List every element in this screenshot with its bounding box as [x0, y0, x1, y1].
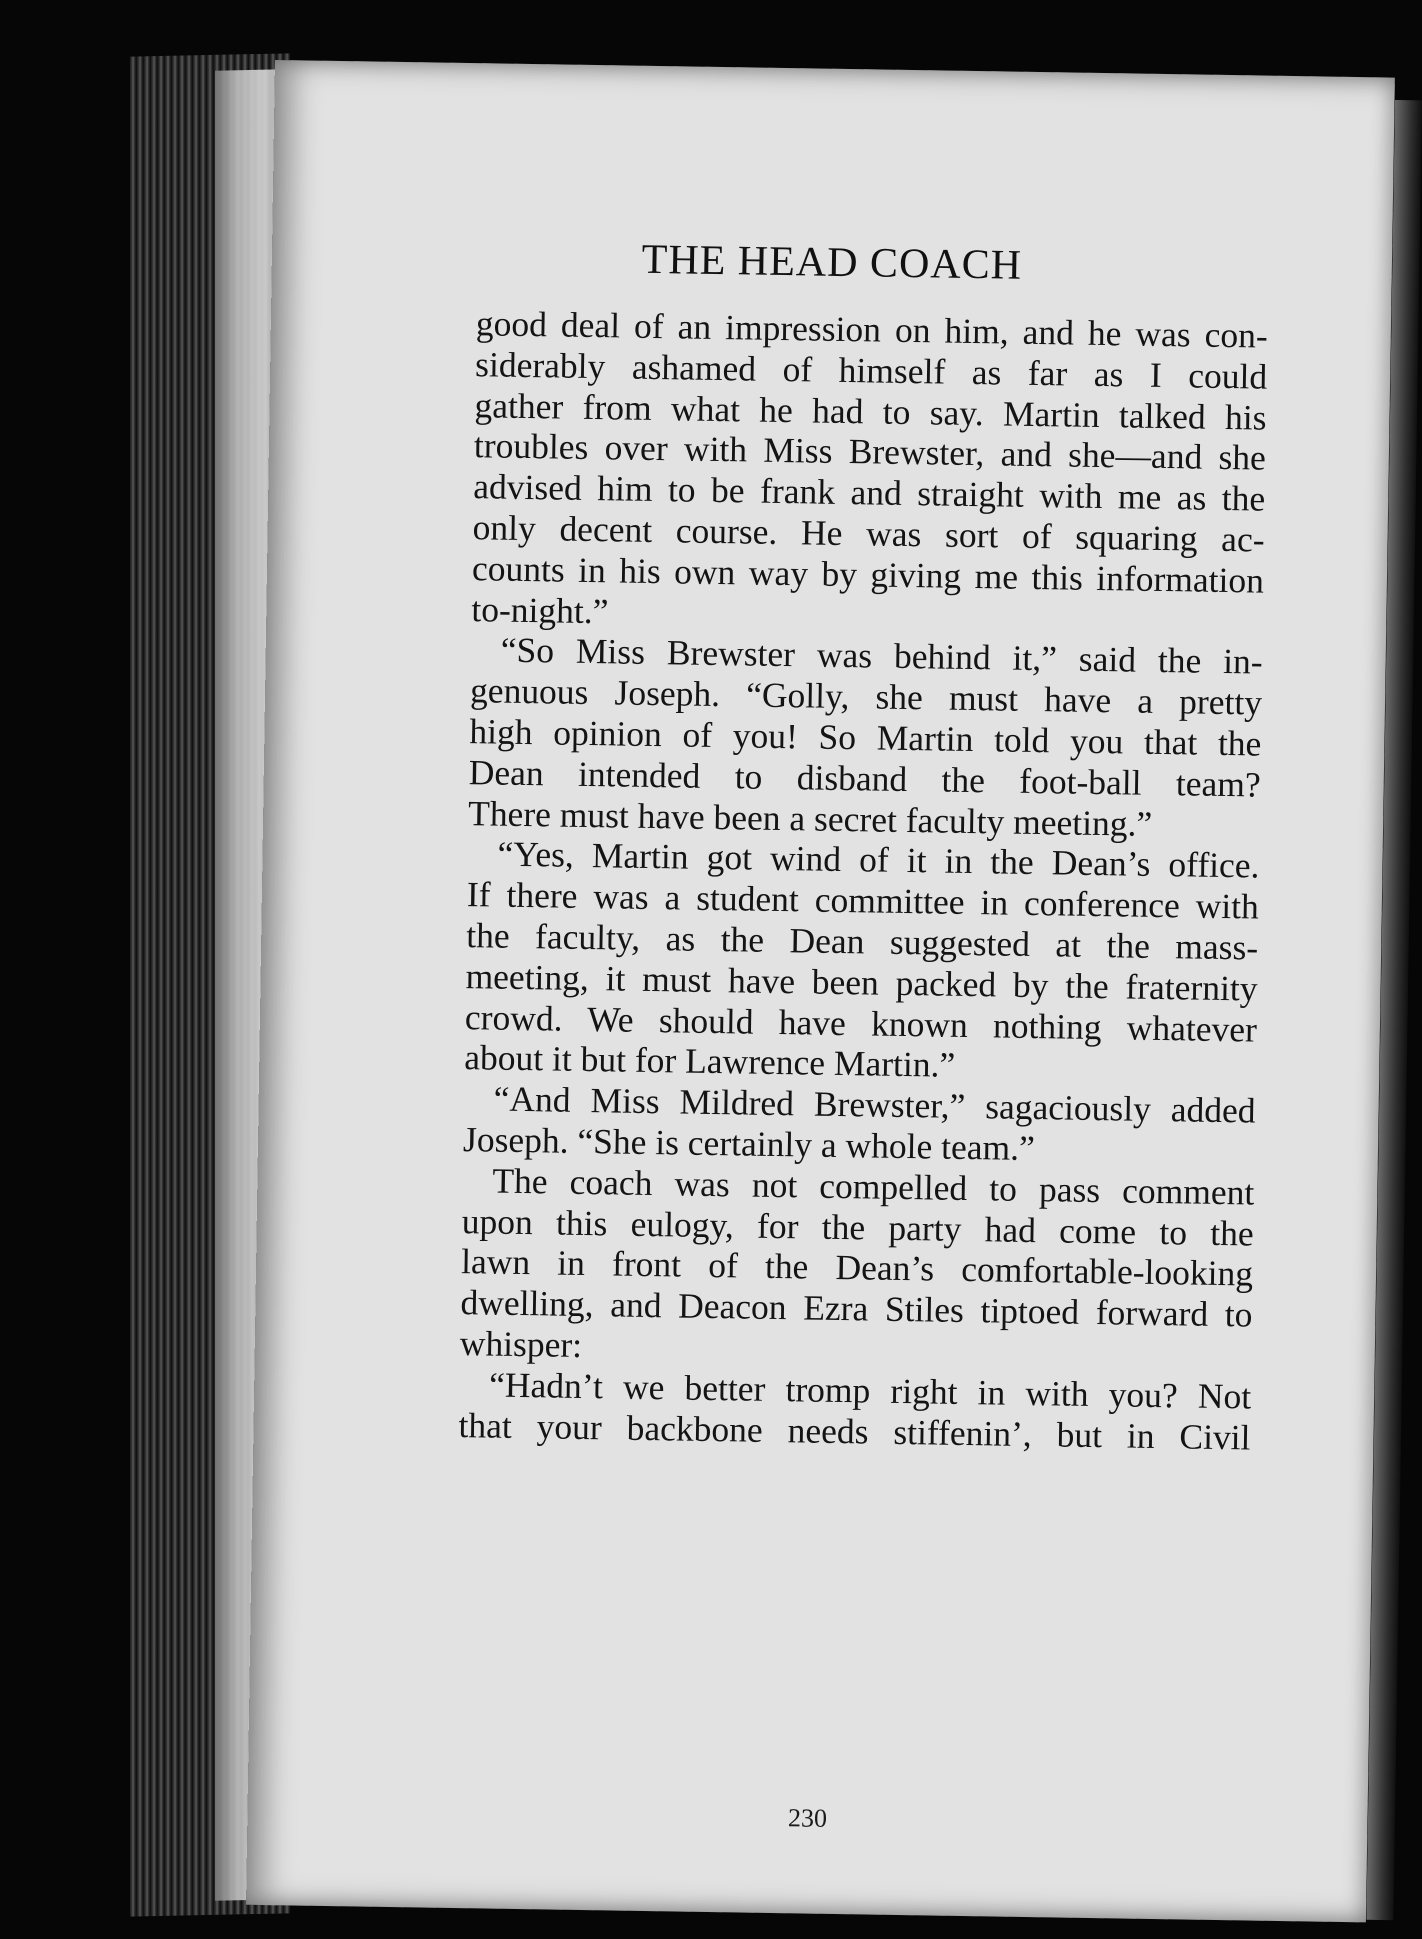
text-line: about it but for Lawrence Martin.”	[464, 1037, 956, 1086]
text-line: advised him to be frank and straight with me as the	[473, 466, 1266, 519]
text-line: whisper:	[459, 1322, 583, 1365]
text-line: only decent course. He was sort of squaring ac-	[472, 507, 1265, 560]
text-line: crowd. We should have known nothing whatever	[464, 996, 1258, 1050]
text-line: siderably ashamed of himself as far as I could	[474, 343, 1268, 397]
text-line: to-night.”	[471, 588, 609, 631]
text-line: good deal of an impression on him, and he was con-	[475, 303, 1269, 356]
page-number: 230	[787, 1803, 828, 1833]
text-line: The coach was not compelled to pass comment	[492, 1160, 1255, 1213]
text-line: troubles over with Miss Brewster, and she—and she	[473, 425, 1267, 479]
text-line: counts in his own way by giving me this information	[471, 547, 1265, 601]
text-line: meeting, it must have been packed by the fraternity	[465, 955, 1258, 1009]
text-line: the faculty, as the Dean suggested at the mass-	[465, 915, 1259, 968]
running-head: THE HEAD COACH	[641, 236, 1023, 289]
text-line: genuous Joseph. “Golly, she must have a pretty	[469, 670, 1263, 723]
text-line: dwelling, and Deacon Ezra Stiles tiptoed forward to	[460, 1282, 1253, 1335]
text-line: lawn in front of the Dean’s comfortable-looking	[460, 1241, 1254, 1294]
body-text	[458, 303, 1268, 1458]
text-line: Joseph. “She is certainly a whole team.”	[462, 1119, 1036, 1169]
text-line: upon this eulogy, for the party had come to the	[461, 1200, 1255, 1254]
text-line: There must have been a secret faculty meeting.”	[467, 792, 1153, 844]
text-line: gather from what he had to say. Martin talked his	[474, 384, 1267, 438]
text-line: “So Miss Brewster was behind it,” said the in-	[500, 629, 1263, 682]
book-page	[246, 60, 1395, 1922]
text-line: that your backbone needs stiffenin’, but in Civil	[458, 1404, 1251, 1458]
text-line: high opinion of you! So Martin told you that the	[469, 711, 1262, 764]
text-line: If there was a student committee in conference with	[466, 874, 1260, 927]
text-line: “And Miss Mildred Brewster,” sagaciously added	[493, 1078, 1256, 1131]
text-line: Dean intended to disband the foot-ball team?	[468, 751, 1262, 805]
text-line: “Yes, Martin got wind of it in the Dean’s office.	[497, 833, 1260, 886]
text-line: “Hadn’t we better tromp right in with you? Not	[488, 1364, 1252, 1417]
